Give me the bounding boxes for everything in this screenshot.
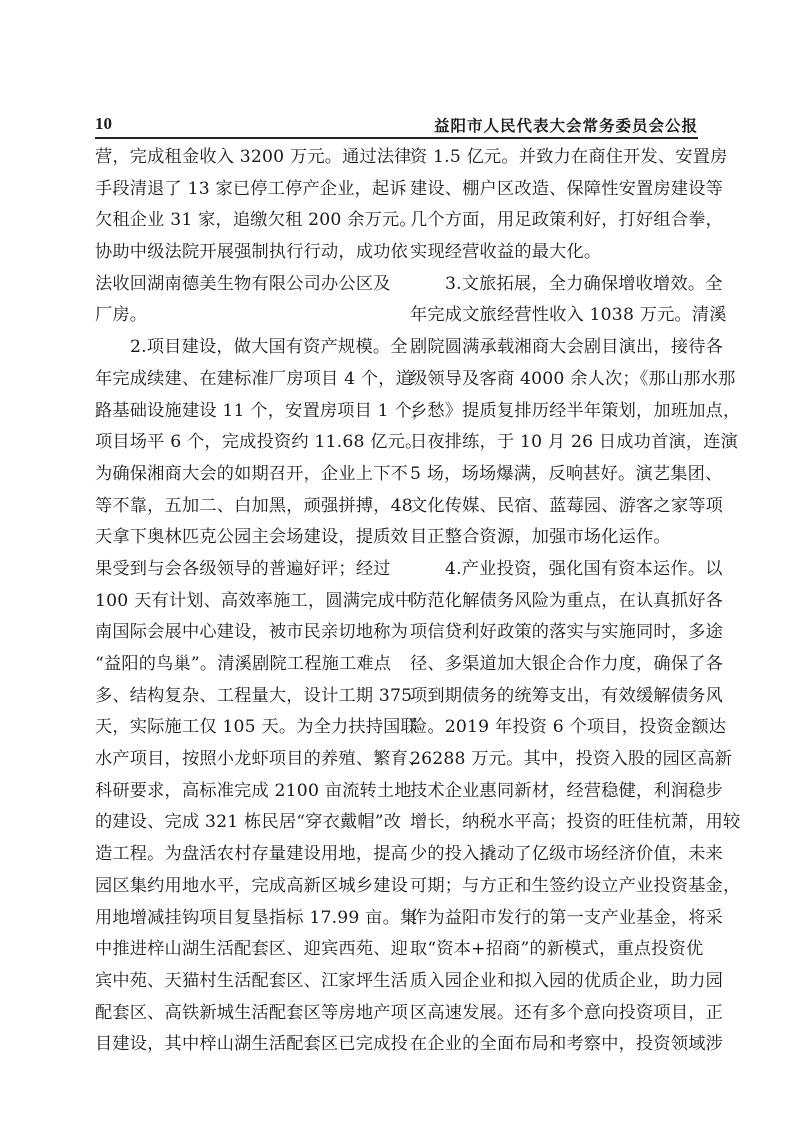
text-line: 路基础设施建设 11 个，安置房项目 1 个，	[95, 400, 430, 421]
text-line: “益阳的鸟巢”。清溪剧院工程施工难点	[95, 654, 392, 674]
text-line: 科研要求，高标准完成 2100 亩流转土地	[95, 780, 412, 801]
text-line: 区高速发展。还有多个意向投资项目，正	[410, 1002, 723, 1023]
text-line: 年完成文旅经营性收入 1038 万元。清溪	[410, 305, 727, 326]
text-line: 宾中苑、天猫村生活配套区、江家坪生活	[95, 970, 408, 991]
right-text-column	[410, 142, 741, 1061]
text-line: 剧院圆满承载湘商大会剧目演出，接待各	[410, 337, 723, 358]
text-line: 防范化解债务风险为重点，在认真抓好各	[410, 590, 723, 611]
text-line: 增长，纳税水平高；投资的旺佳杭萧，用较	[410, 812, 741, 833]
text-line: 建设、棚户区改造、保障性安置房建设等	[410, 178, 723, 199]
text-line: 等不靠，五加二、白加黑，顽强拼搏，48	[95, 495, 413, 516]
text-line: 欠租企业 31 家，追缴欠租 200 余万元。	[95, 210, 417, 231]
text-line: 级领导及客商 4000 余人次；《那山那水那	[410, 368, 736, 389]
text-line: 果受到与会各级领导的普遍好评；经过	[95, 558, 391, 579]
header-divider	[95, 137, 698, 139]
text-line: 项信贷利好政策的落实与实施同时，多途	[410, 622, 723, 643]
text-line: 资 1.5 亿元。并致力在商住开发、安置房	[410, 147, 728, 167]
text-line: 厂房。	[95, 305, 148, 326]
text-line: 协助中级法院开展强制执行行动，成功依	[95, 242, 408, 263]
text-line: 项目场平 6 个，完成投资约 11.68 亿元。	[95, 432, 423, 453]
text-line: 目正整合资源，加强市场化运作。	[410, 527, 671, 548]
text-line: 日夜排练，于 10 月 26 日成功首演，连演	[410, 432, 739, 453]
text-line: 在企业的全面布局和考察中，投资领域涉	[410, 1034, 723, 1055]
journal-title: 益阳市人民代表大会常务委员会公报	[433, 117, 698, 135]
text-line: 可期；与方正和生签约设立产业投资基金，	[410, 875, 741, 896]
text-line: 的建设、完成 321 栋民居“穿衣戴帽”改	[95, 812, 402, 833]
section-heading-line: 4.产业投资，强化国有资本运作。以	[445, 558, 723, 579]
text-line: 险。2019 年投资 6 个项目，投资金额达	[410, 717, 727, 738]
text-line: 中推进梓山湖生活配套区、迎宾西苑、迎	[95, 939, 408, 960]
text-line: 天，实际施工仅 105 天。为全力扶持国联	[95, 717, 418, 738]
text-line: 法收回湖南德美生物有限公司办公区及	[95, 273, 391, 294]
text-line: 营，完成租金收入 3200 万元。通过法律	[95, 147, 412, 167]
section-heading-line: 2.项目建设，做大国有资产规模。全	[130, 337, 408, 358]
section-heading-line: 3.文旅拓展，全力确保增收增效。全	[445, 273, 723, 294]
text-line: 年完成续建、在建标准厂房项目 4 个，道	[95, 368, 414, 389]
text-line: 径、多渠道加大银企合作力度，确保了各	[410, 654, 723, 674]
text-line: 几个方面，用足政策利好，打好组合拳，	[410, 210, 723, 231]
text-line: 少的投入撬动了亿级市场经济价值，未来	[410, 844, 723, 865]
text-line: 为确保湘商大会的如期召开，企业上下不	[95, 463, 408, 484]
text-line: 取“资本+招商”的新模式，重点投资优	[410, 939, 704, 960]
text-line: 文化传媒、民宿、蓝莓园、游客之家等项	[410, 495, 723, 516]
text-line: 目建设，其中梓山湖生活配套区已完成投	[95, 1034, 408, 1055]
text-line: 多、结构复杂、工程量大，设计工期 375	[95, 685, 413, 706]
text-line: 水产项目，按照小龙虾项目的养殖、繁育、	[95, 749, 426, 770]
text-line: 配套区、高铁新城生活配套区等房地产项	[95, 1002, 408, 1023]
text-line: 手段清退了 13 家已停工停产企业，起诉	[95, 178, 407, 199]
page-header	[95, 112, 698, 136]
left-text-column	[95, 142, 430, 1061]
text-line: 作为益阳市发行的第一支产业基金，将采	[410, 907, 723, 928]
text-line: 园区集约用地水平，完成高新区城乡建设	[95, 875, 408, 896]
text-line: 26288 万元。其中，投资入股的园区高新	[410, 749, 733, 770]
text-line: 实现经营收益的最大化。	[410, 242, 602, 263]
text-line: 造工程。为盘活农村存量建设用地，提高	[95, 844, 408, 865]
text-line: 天拿下奥林匹克公园主会场建设，提质效	[95, 527, 408, 548]
text-line: 乡愁》提质复排历经半年策划，加班加点，	[410, 400, 741, 421]
text-line: 5 场，场场爆满，反响甚好。演艺集团、	[410, 463, 723, 484]
page-number: 10	[95, 114, 112, 133]
text-line: 100 天有计划、高效率施工，圆满完成中	[95, 590, 413, 611]
text-line: 用地增减挂钩项目复垦指标 17.99 亩。集	[95, 907, 418, 928]
text-line: 南国际会展中心建设，被市民亲切地称为	[95, 622, 408, 643]
text-line: 质入园企业和拟入园的优质企业，助力园	[410, 970, 723, 991]
text-line: 技术企业惠同新材，经营稳健，利润稳步	[410, 780, 723, 801]
text-line: 项到期债务的统筹支出，有效缓解债务风	[410, 685, 723, 706]
